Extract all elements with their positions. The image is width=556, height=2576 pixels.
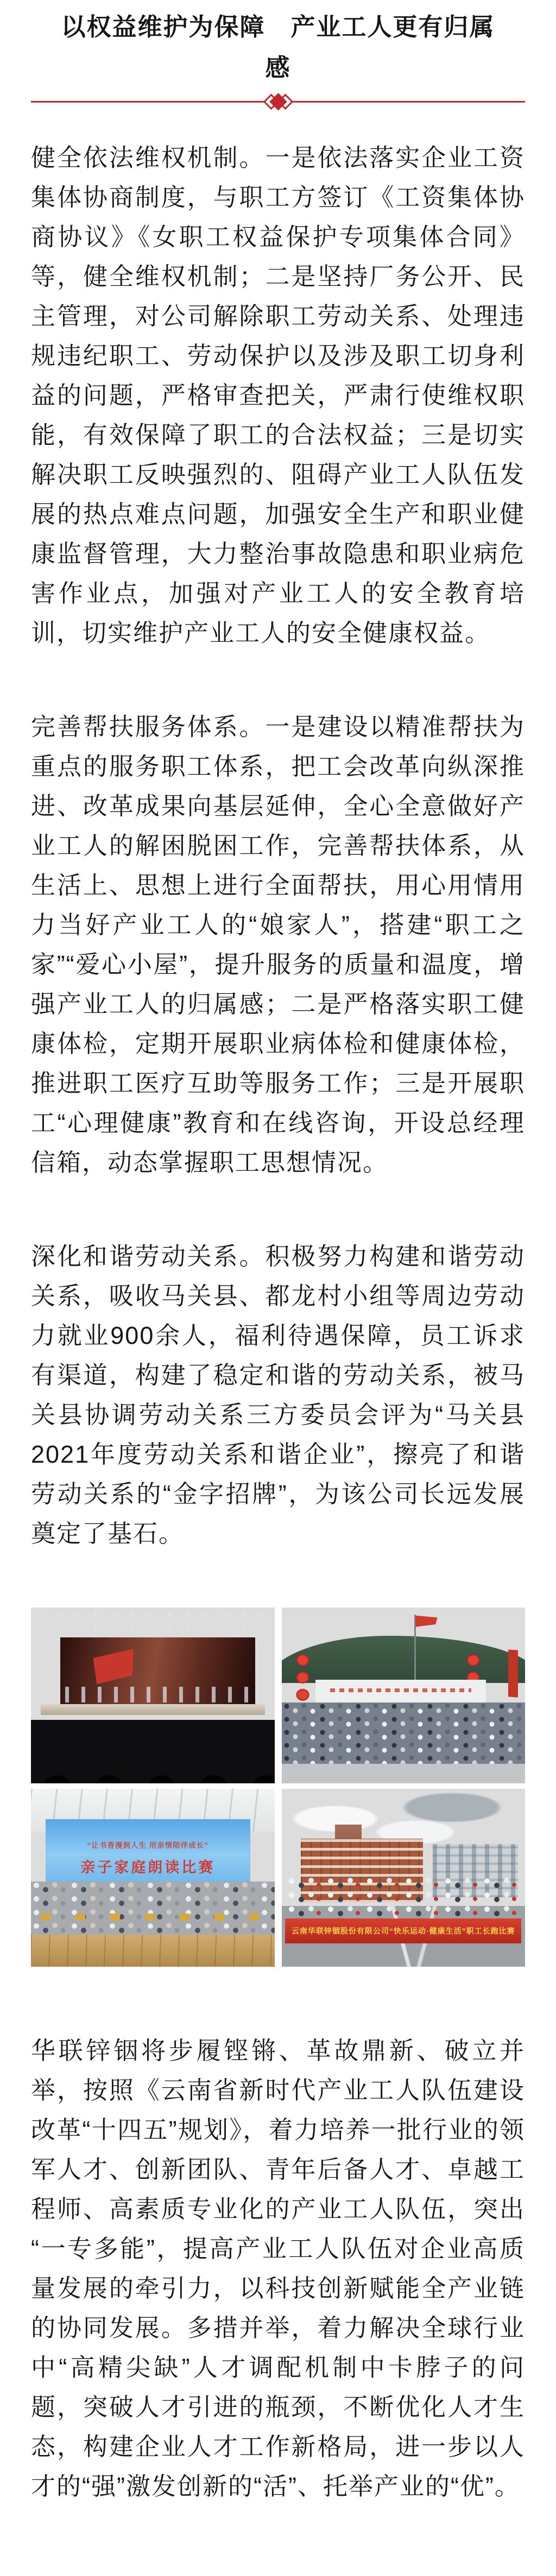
award-crowd xyxy=(31,1882,275,1939)
photo-reading-contest[interactable] xyxy=(31,1789,275,1967)
divider-line-left xyxy=(31,101,266,103)
group-crowd xyxy=(282,1703,526,1764)
red-flag-icon xyxy=(415,1616,437,1627)
photo-run-race[interactable] xyxy=(282,1789,526,1967)
concrete-ground xyxy=(282,1764,526,1783)
paragraph-labor-relations: 深化和谐劳动关系。积极努力构建和谐劳动关系，吸收马关县、都龙村小组等周边劳动力就业900余人，福利待遇保障，员工诉求有渠道，构建了稳定和谐的劳动关系，被马关县协调劳动关系三方委员会评为“马关县2021年度劳动关系和谐企业”，擦亮了和谐劳动关系的“金字招牌”，为该公司长远发展奠定了基石。 xyxy=(31,1242,525,1547)
paragraph-support-services: 完善帮扶服务体系。一是建设以精准帮扶为重点的服务职工体系，把工会改革向纵深推进、改革成果向基层延伸，全心全意做好产业工人的解困脱困工作，完善帮扶体系，从生活上、思想上进行全面帮扶，用心用情用力当好产业工人的“娘家人”，搭建“职工之家”“爱心小屋”，提升服务的质量和温度，增强产业工人的归属感；二是严格落实职工健康体检，定期开展职业病体检和健康体检，推进职工医疗互助等服务工作；三是开展职工“心理健康”教育和在线咨询，开设总经理信箱，动态掌握职工思想情况。 xyxy=(31,713,525,1176)
screen-slogan-line: “让书香漫润人生 用亲情陪伴成长” xyxy=(87,1841,208,1850)
stage-floor xyxy=(41,1704,265,1714)
page-title: 以权益维护为保障 产业工人更有归属感 xyxy=(61,13,495,81)
screen-title-line: 亲子家庭朗读比赛 xyxy=(80,1859,216,1876)
paragraph-rights-protection: 健全依法维权机制。一是依法落实企业工资集体协商制度，与职工方签订《工资集体协商协议》《女职工权益保护专项集体合同》等，健全维权机制；二是坚持厂务公开、民主管理，对公司解除职工劳动关系、处理违规违纪职工、劳动保护以及涉及职工切身利益的问题，严格审查把关，严肃行使维权职能，有效保障了职工的合法权益；三是切实解决职工反映强烈的、阻碍产业工人队伍发展的热点难点问题，加强安全生产和职业健康监督管理，大力整治事故隐患和职业病危害作业点，加强对产业工人的安全教育培训，切实维护产业工人的安全健康权益。 xyxy=(31,144,525,647)
wood-floor xyxy=(31,1935,275,1967)
audience-silhouettes xyxy=(31,1720,275,1783)
runners-crowd xyxy=(286,1878,520,1921)
title-divider xyxy=(31,91,525,112)
backdrop-wall-text xyxy=(330,1688,471,1692)
divider-line-right xyxy=(291,101,526,103)
award-plaques xyxy=(41,1914,265,1921)
article-page xyxy=(31,0,525,2533)
photo-outdoor-group[interactable] xyxy=(282,1608,526,1783)
stage-performers xyxy=(65,1687,250,1703)
race-banner: 云南华联锌铟股份有限公司“快乐运动·健康生活”职工长跑比赛 xyxy=(285,1918,521,1943)
paragraph-talent-development: 华联锌铟将步履铿锵、革故鼎新、破立并举，按照《云南省新时代产业工人队伍建设改革“十四五”规划》，着力培养一批行业的领军人才、创新团队、青年后备人才、卓越工程师、高素质专业化的产业工人队伍，突出“一专多能”，提高产业工人队伍对企业高质量发展的牵引力，以科技创新赋能全产业链的协同发展。多措并举，着力解决全球行业中“高精尖缺”人才调配机制中卡脖子的问题，突破人才引进的瓶颈，不断优化人才生态，构建企业人才工作新格局，进一步以人才的“强”激发创新的“活”、托举产业的“优”。 xyxy=(31,2037,525,2500)
mountain-backdrop xyxy=(282,1636,526,1683)
photo-stage-performance[interactable] xyxy=(31,1608,275,1783)
lantern-column-left xyxy=(296,1652,309,1703)
photo-grid xyxy=(31,1608,525,1967)
vertical-red-banner xyxy=(508,1649,518,1698)
